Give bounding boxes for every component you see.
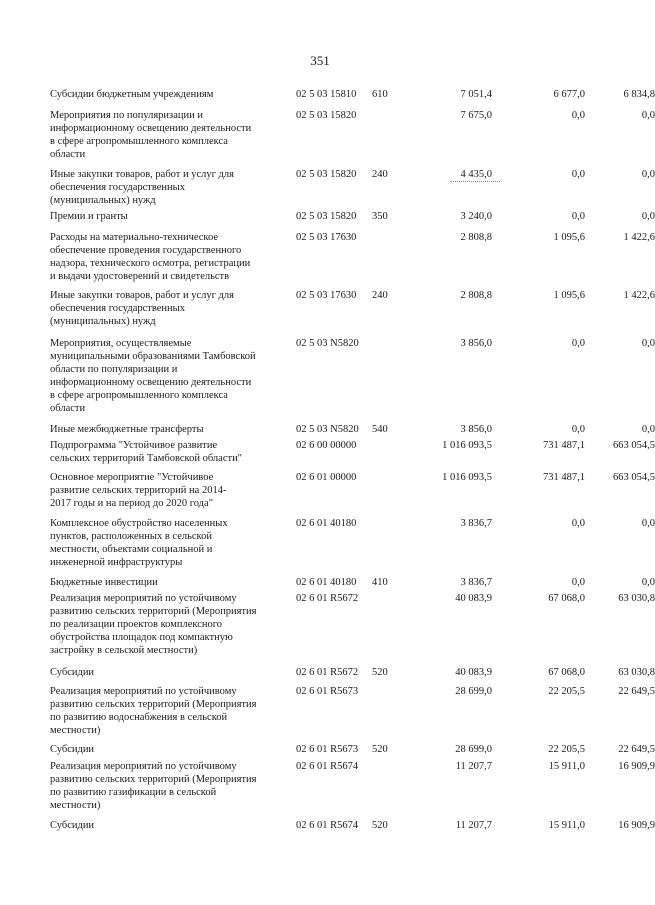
expense-type-code: 240 [372,169,388,180]
target-code: 02 6 01 R5674 [296,761,359,772]
amount-2019: 0,0 [571,211,585,222]
amount-2018: 1 016 093,5 [442,472,492,483]
amount-2018: 3 856,0 [460,424,492,435]
amount-2019: 15 911,0 [548,761,585,772]
amount-2019: 1 095,6 [553,232,585,243]
amount-2019: 0,0 [571,577,585,588]
amount-2020: 663 054,5 [613,472,655,483]
amount-2018: 3 240,0 [460,211,492,222]
amount-2018: 3 836,7 [460,518,492,529]
amount-2018: 4 435,0 [460,169,492,180]
target-code: 02 5 03 17630 [296,232,357,243]
amount-2018: 11 207,7 [455,761,492,772]
amount-2020: 663 054,5 [613,440,655,451]
target-code: 02 6 01 00000 [296,472,357,483]
expense-type-code: 610 [372,89,388,100]
target-code: 02 6 00 00000 [296,440,357,451]
amount-2019: 22 205,5 [548,744,585,755]
expense-name: Комплексное обустройство населенных пунктов, расположенных в сельской местности, объектами социальной и инженерной инфраструктуры [50,518,228,568]
target-code: 02 6 01 R5673 [296,744,359,755]
amount-2020: 1 422,6 [623,232,655,243]
target-code: 02 5 03 17630 [296,290,357,301]
amount-2019: 6 677,0 [553,89,585,100]
target-code: 02 5 03 N5820 [296,424,359,435]
amount-2018: 28 699,0 [455,686,492,697]
expense-name: Расходы на материально-техническое обеспечение проведения государственного надзора, технического осмотра, регистрации и выдачи удостоверений и свидетельств [50,232,251,282]
expense-name: Основное мероприятие "Устойчивое развитие сельских территорий на 2014- 2017 годы и на период до 2020 года" [50,472,227,509]
page-number: 351 [310,53,330,68]
expense-type-code: 410 [372,577,388,588]
amount-2019: 0,0 [571,338,585,349]
target-code: 02 6 01 R5672 [296,667,359,678]
amount-2018: 3 856,0 [460,338,492,349]
expense-type-code: 520 [372,820,388,831]
amount-2020: 0,0 [641,518,655,529]
amount-2019: 0,0 [571,169,585,180]
amount-2018: 28 699,0 [455,744,492,755]
expense-name: Подпрограмма "Устойчивое развитие сельских территорий Тамбовской области" [50,440,242,464]
expense-name: Иные закупки товаров, работ и услуг для обеспечения государственных (муниципальных) нужд [50,169,234,206]
amount-2018: 40 083,9 [455,593,492,604]
expense-type-code: 350 [372,211,388,222]
amount-2020: 63 030,8 [618,667,655,678]
expense-name: Мероприятия по популяризации и информационному освещению деятельности в сфере агропромышленного комплекса области [50,110,252,160]
amount-2019: 0,0 [571,110,585,121]
expense-type-code: 520 [372,744,388,755]
target-code: 02 6 01 R5672 [296,593,359,604]
amount-2019: 22 205,5 [548,686,585,697]
amount-2020: 0,0 [641,338,655,349]
amount-2020: 16 909,9 [618,761,655,772]
expense-name: Иные межбюджетные трансферты [50,424,204,435]
amount-2019: 0,0 [571,518,585,529]
target-code: 02 6 01 R5674 [296,820,359,831]
expense-name: Субсидии [50,667,95,678]
amount-2019: 15 911,0 [548,820,585,831]
expense-name: Бюджетные инвестиции [50,577,158,588]
expense-name: Мероприятия, осуществляемые муниципальными образованиями Тамбовской области по популяризации и информационному освещению деятельности в сфере агропромышленного комплекса области [50,338,256,414]
amount-2019: 67 068,0 [548,593,585,604]
amount-2020: 22 649,5 [618,744,655,755]
amount-2019: 731 487,1 [543,472,585,483]
expense-name: Премии и гранты [50,211,128,222]
amount-2018: 7 051,4 [460,89,492,100]
amount-2018: 3 836,7 [460,577,492,588]
target-code: 02 6 01 40180 [296,518,357,529]
target-code: 02 6 01 40180 [296,577,357,588]
scan-artifact-dash [450,181,500,182]
amount-2020: 1 422,6 [623,290,655,301]
amount-2018: 1 016 093,5 [442,440,492,451]
amount-2019: 0,0 [571,424,585,435]
target-code: 02 5 03 15820 [296,211,357,222]
amount-2019: 731 487,1 [543,440,585,451]
amount-2020: 0,0 [641,169,655,180]
target-code: 02 6 01 R5673 [296,686,359,697]
target-code: 02 5 03 15810 [296,89,357,100]
expense-type-code: 520 [372,667,388,678]
amount-2020: 0,0 [641,424,655,435]
amount-2018: 2 808,8 [460,232,492,243]
amount-2018: 11 207,7 [455,820,492,831]
amount-2020: 63 030,8 [618,593,655,604]
amount-2020: 0,0 [641,110,655,121]
expense-name: Реализация мероприятий по устойчивому развитию сельских территорий (Мероприятия по развитию газификации в сельской местности) [50,761,257,811]
amount-2020: 6 834,8 [623,89,655,100]
expense-name: Реализация мероприятий по устойчивому развитию сельских территорий (Мероприятия по реализации проектов комплексного обустройства площадок под компактную застройку в сельской местности) [50,593,257,656]
amount-2019: 67 068,0 [548,667,585,678]
amount-2020: 16 909,9 [618,820,655,831]
amount-2018: 7 675,0 [460,110,492,121]
amount-2020: 0,0 [641,211,655,222]
amount-2019: 1 095,6 [553,290,585,301]
expense-name: Иные закупки товаров, работ и услуг для обеспечения государственных (муниципальных) нужд [50,290,234,327]
target-code: 02 5 03 15820 [296,110,357,121]
amount-2020: 0,0 [641,577,655,588]
expense-type-code: 240 [372,290,388,301]
expense-name: Субсидии [50,820,95,831]
amount-2018: 2 808,8 [460,290,492,301]
target-code: 02 5 03 15820 [296,169,357,180]
amount-2020: 22 649,5 [618,686,655,697]
amount-2018: 40 083,9 [455,667,492,678]
expense-name: Субсидии [50,744,95,755]
target-code: 02 5 03 N5820 [296,338,359,349]
expense-name: Реализация мероприятий по устойчивому развитию сельских территорий (Мероприятия по развитию водоснабжения в сельской местности) [50,686,257,736]
expense-type-code: 540 [372,424,388,435]
expense-name: Субсидии бюджетным учреждениям [50,89,214,100]
